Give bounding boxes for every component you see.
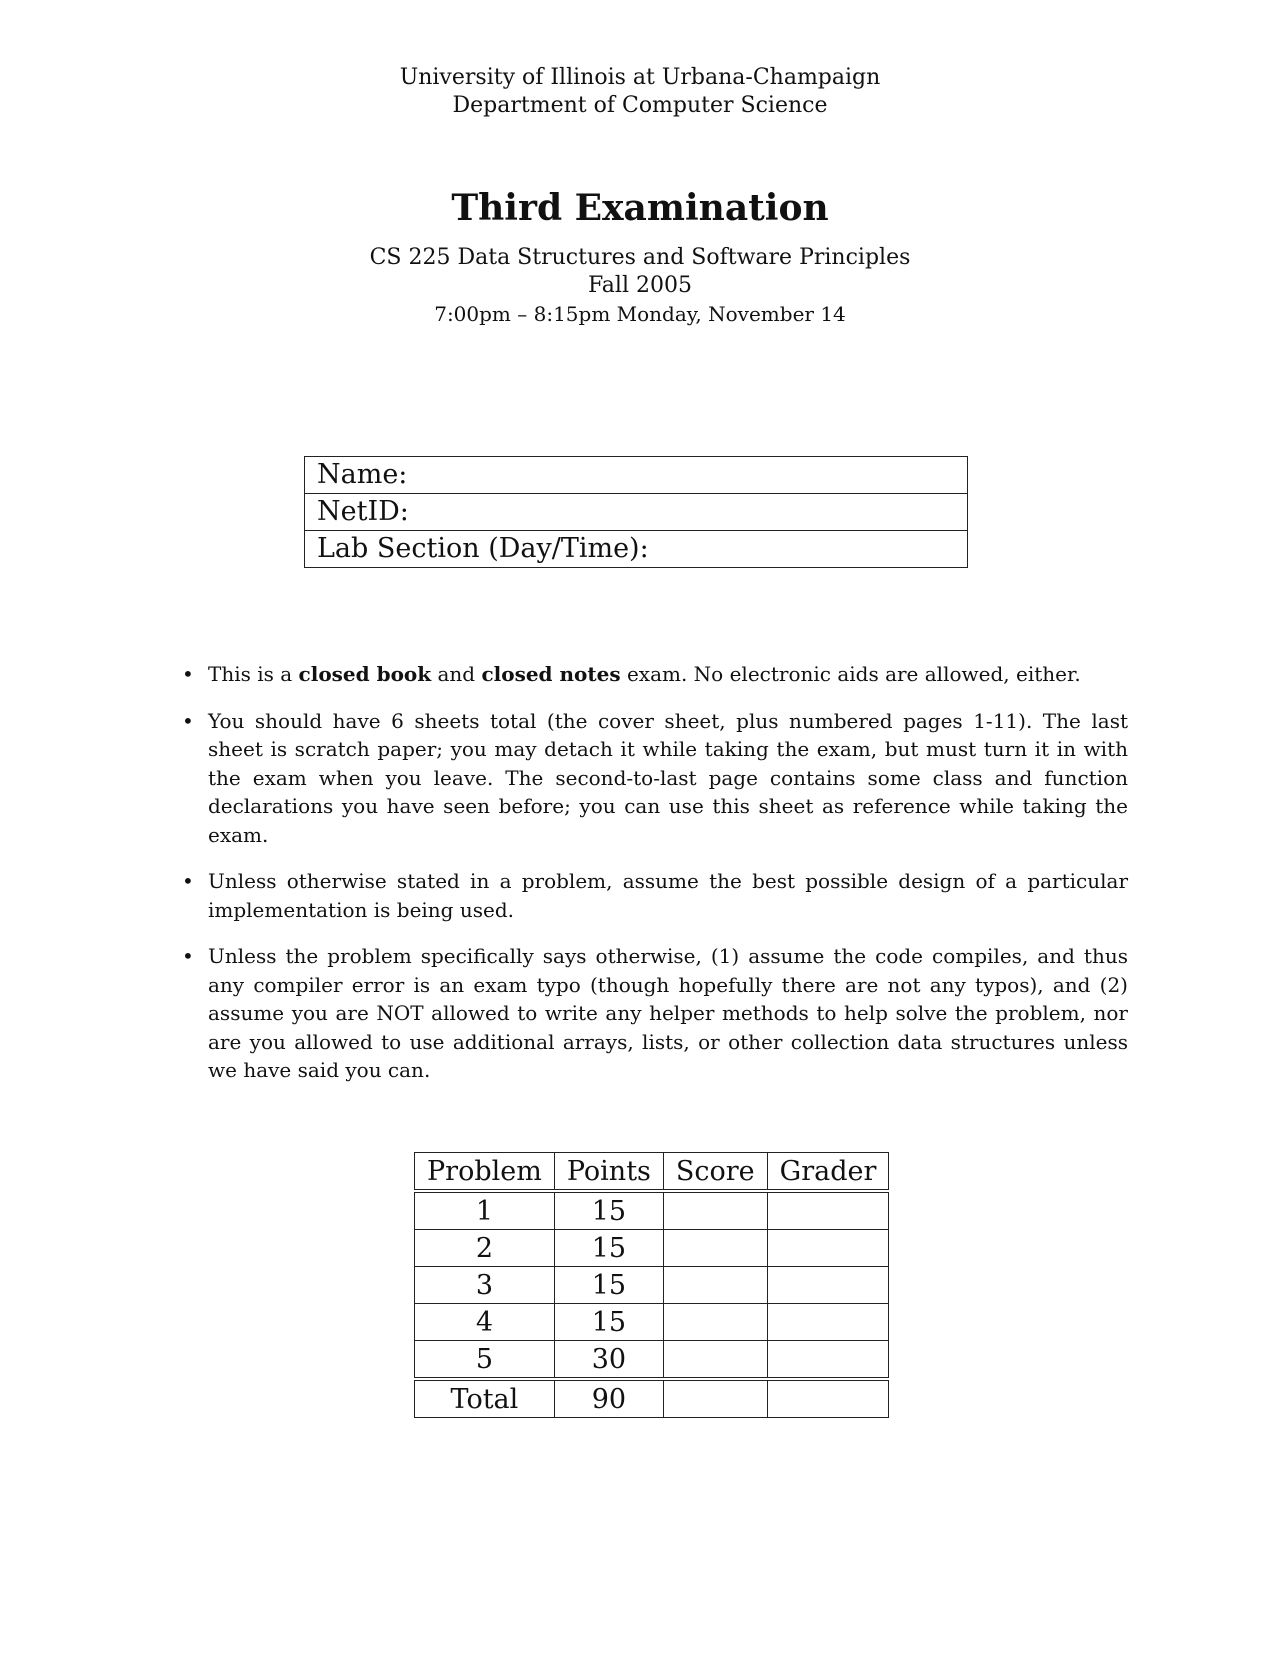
exam-term: Fall 2005: [588, 273, 692, 298]
grader-cell[interactable]: [767, 1267, 889, 1304]
score-cell[interactable]: [663, 1267, 767, 1304]
problem-points: 30: [554, 1341, 663, 1380]
course-name: CS 225 Data Structures and Software Principles: [369, 245, 911, 270]
university-name: University of Illinois at Urbana-Champaign: [399, 65, 881, 90]
score-table-header-row: [415, 1153, 889, 1192]
total-score-cell[interactable]: [663, 1379, 767, 1418]
lab-section-row: [305, 531, 968, 568]
total-points: 90: [554, 1379, 663, 1418]
instruction-text: You should have 6 sheets total (the cover sheet, plus numbered pages 1-11). The last sheet is scratch paper; you may detach it while taking the exam, but must turn it in with the exam when you leave. The second-to-last page contains some class and function declarations you have seen before; you can use this sheet as reference while taking the exam.: [208, 708, 1128, 847]
netid-field[interactable]: NetID:: [305, 494, 968, 531]
instructions-list: [176, 660, 1128, 1103]
total-row: [415, 1379, 889, 1418]
grader-cell[interactable]: [767, 1304, 889, 1341]
instruction-text: Unless the problem specifically says otherwise, (1) assume the code compiles, and thus any compiler error is an exam typo (though hopefully there are not any typos), and (2) assume you are NOT allowed to write any helper methods to help solve the problem, nor are you allowed to use additional arrays, lists, or other collection data structures unless we have said you can.: [208, 944, 1128, 1082]
netid-row: [305, 494, 968, 531]
total-label: Total: [415, 1379, 555, 1418]
instruction-text: and: [431, 662, 482, 686]
instruction-item: [176, 660, 1128, 689]
bullet-icon: •: [182, 708, 194, 733]
problem-points: 15: [554, 1304, 663, 1341]
score-cell[interactable]: [663, 1304, 767, 1341]
instruction-text: This is a: [208, 662, 299, 686]
exam-subtitle: [0, 244, 1280, 328]
problem-points: 15: [554, 1267, 663, 1304]
instruction-item: [176, 942, 1128, 1085]
header-grader: Grader: [767, 1153, 889, 1192]
table-row: [415, 1191, 889, 1230]
bullet-icon: •: [182, 944, 194, 968]
total-grader-cell[interactable]: [767, 1379, 889, 1418]
bullet-icon: •: [182, 662, 194, 686]
header-score: Score: [663, 1153, 767, 1192]
problem-points: 15: [554, 1191, 663, 1230]
score-table: [414, 1152, 889, 1418]
header-points: Points: [554, 1153, 663, 1192]
problem-number: 5: [415, 1341, 555, 1380]
header-problem: Problem: [415, 1153, 555, 1192]
page-header: [0, 64, 1280, 120]
student-info-box: [304, 456, 968, 568]
table-row: [415, 1267, 889, 1304]
instruction-item: [176, 707, 1128, 850]
table-row: [415, 1304, 889, 1341]
score-cell[interactable]: [663, 1191, 767, 1230]
name-row: [305, 457, 968, 494]
grader-cell[interactable]: [767, 1191, 889, 1230]
instruction-text: exam. No electronic aids are allowed, either.: [620, 662, 1081, 686]
problem-number: 2: [415, 1230, 555, 1267]
score-cell[interactable]: [663, 1341, 767, 1380]
table-row: [415, 1230, 889, 1267]
problem-number: 4: [415, 1304, 555, 1341]
department-name: Department of Computer Science: [452, 93, 828, 118]
grader-cell[interactable]: [767, 1341, 889, 1380]
instruction-bold-text: closed book: [298, 662, 432, 686]
exam-title: Third Examination: [451, 187, 829, 229]
instruction-text: Unless otherwise stated in a problem, assume the best possible design of a particular implementation is being used.: [208, 869, 1128, 922]
table-row: [415, 1341, 889, 1380]
instruction-item: [176, 867, 1128, 924]
problem-number: 1: [415, 1191, 555, 1230]
instruction-bold-text: closed notes: [481, 662, 621, 686]
bullet-icon: •: [182, 869, 194, 893]
exam-datetime: 7:00pm – 8:15pm Monday, November 14: [434, 302, 846, 326]
lab-section-field[interactable]: Lab Section (Day/Time):: [305, 531, 968, 568]
name-field[interactable]: Name:: [305, 457, 968, 494]
grader-cell[interactable]: [767, 1230, 889, 1267]
score-cell[interactable]: [663, 1230, 767, 1267]
problem-points: 15: [554, 1230, 663, 1267]
problem-number: 3: [415, 1267, 555, 1304]
